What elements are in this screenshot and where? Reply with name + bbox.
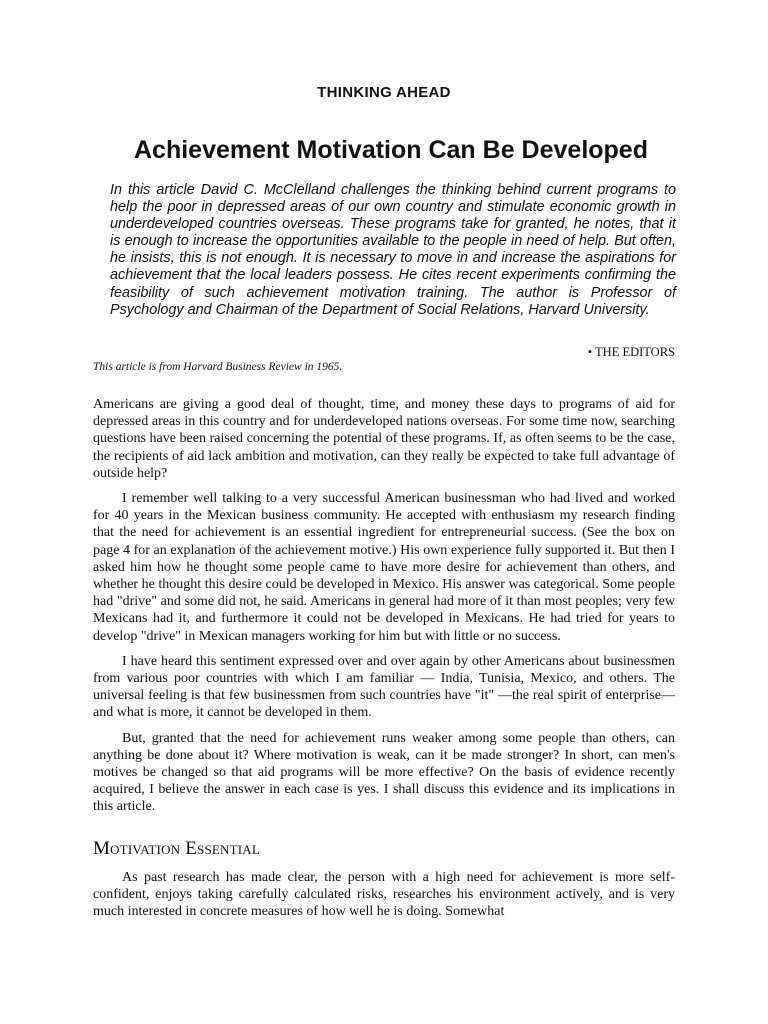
body-paragraph: I remember well talking to a very successful American businessman who had lived and worked for 40 years in the Mexican business community. He accepted with enthusiasm my research finding that the need for achievement is an essential ingredient for entrepreneurial success. (See the box on page 4 for an explanation of the achievement motive.) His own experience fully supported it. But then I asked him how he thought some people came to have more desire for achievement than others, and whether he thought this desire could be developed in Mexico. His answer was categorical. Some people had "drive" and some did not, he said. Americans in general had more of it than most peoples; very few Mexicans had it, and furthermore it could not be developed in Mexicans. He had tried for years to develop "drive" in Mexican managers working for him but with little or no success. [93, 491, 675, 644]
article-body [93, 396, 675, 928]
body-paragraph: But, granted that the need for achievement runs weaker among some people than others, can anything be done about it? Where motivation is weak, can it be made stronger? In short, can men's motives be changed so that aid programs will be more effective? On the basis of evidence recently acquired, I believe the answer in each case is yes. I shall discuss this evidence and its implications in this article. [93, 730, 675, 815]
article-abstract: In this article David C. McClelland challenges the thinking behind current programs to help the poor in depressed areas of our own country and stimulate economic growth in underdeveloped countries overseas. These programs take for granted, he notes, that it is enough to increase the opportunities available to the people in need of help. But often, he insists, this is not enough. It is necessary to move in and increase the aspirations for achievement that the local leaders possess. He cites recent experiments confirming the feasibility of such achievement motivation training. The author is Professor of Psychology and Chairman of the Department of Social Relations, Harvard University. [110, 182, 676, 318]
section-heading: Motivation Essential [93, 837, 261, 859]
section-kicker: THINKING AHEAD [317, 84, 451, 101]
body-paragraph: As past research has made clear, the person with a high need for achievement is more self-confident, enjoys taking carefully calculated risks, researches his environment actively, and is very much interested in concrete measures of how well he is doing. Somewhat [93, 869, 675, 920]
source-note: This article is from Harvard Business Review in 1965. [93, 361, 343, 373]
body-paragraph: Americans are giving a good deal of thought, time, and money these days to programs of aid for depressed areas in this country and for underdeveloped nations overseas. For some time now, searching questions have been raised concerning the potential of these programs. If, as often seems to be the case, the recipients of aid lack ambition and motivation, can they really be expected to take full advantage of outside help? [93, 397, 675, 481]
article-title: Achievement Motivation Can Be Developed [133, 136, 648, 164]
body-paragraph: I have heard this sentiment expressed over and over again by other Americans about businessmen from various poor countries with which I am familiar — India, Tunisia, Mexico, and others. The universal feeling is that few businessmen from such countries have "it" —the real spirit of enterprise— and what is more, it cannot be developed in them. [93, 653, 675, 721]
editors-credit: • THE EDITORS [587, 345, 675, 359]
